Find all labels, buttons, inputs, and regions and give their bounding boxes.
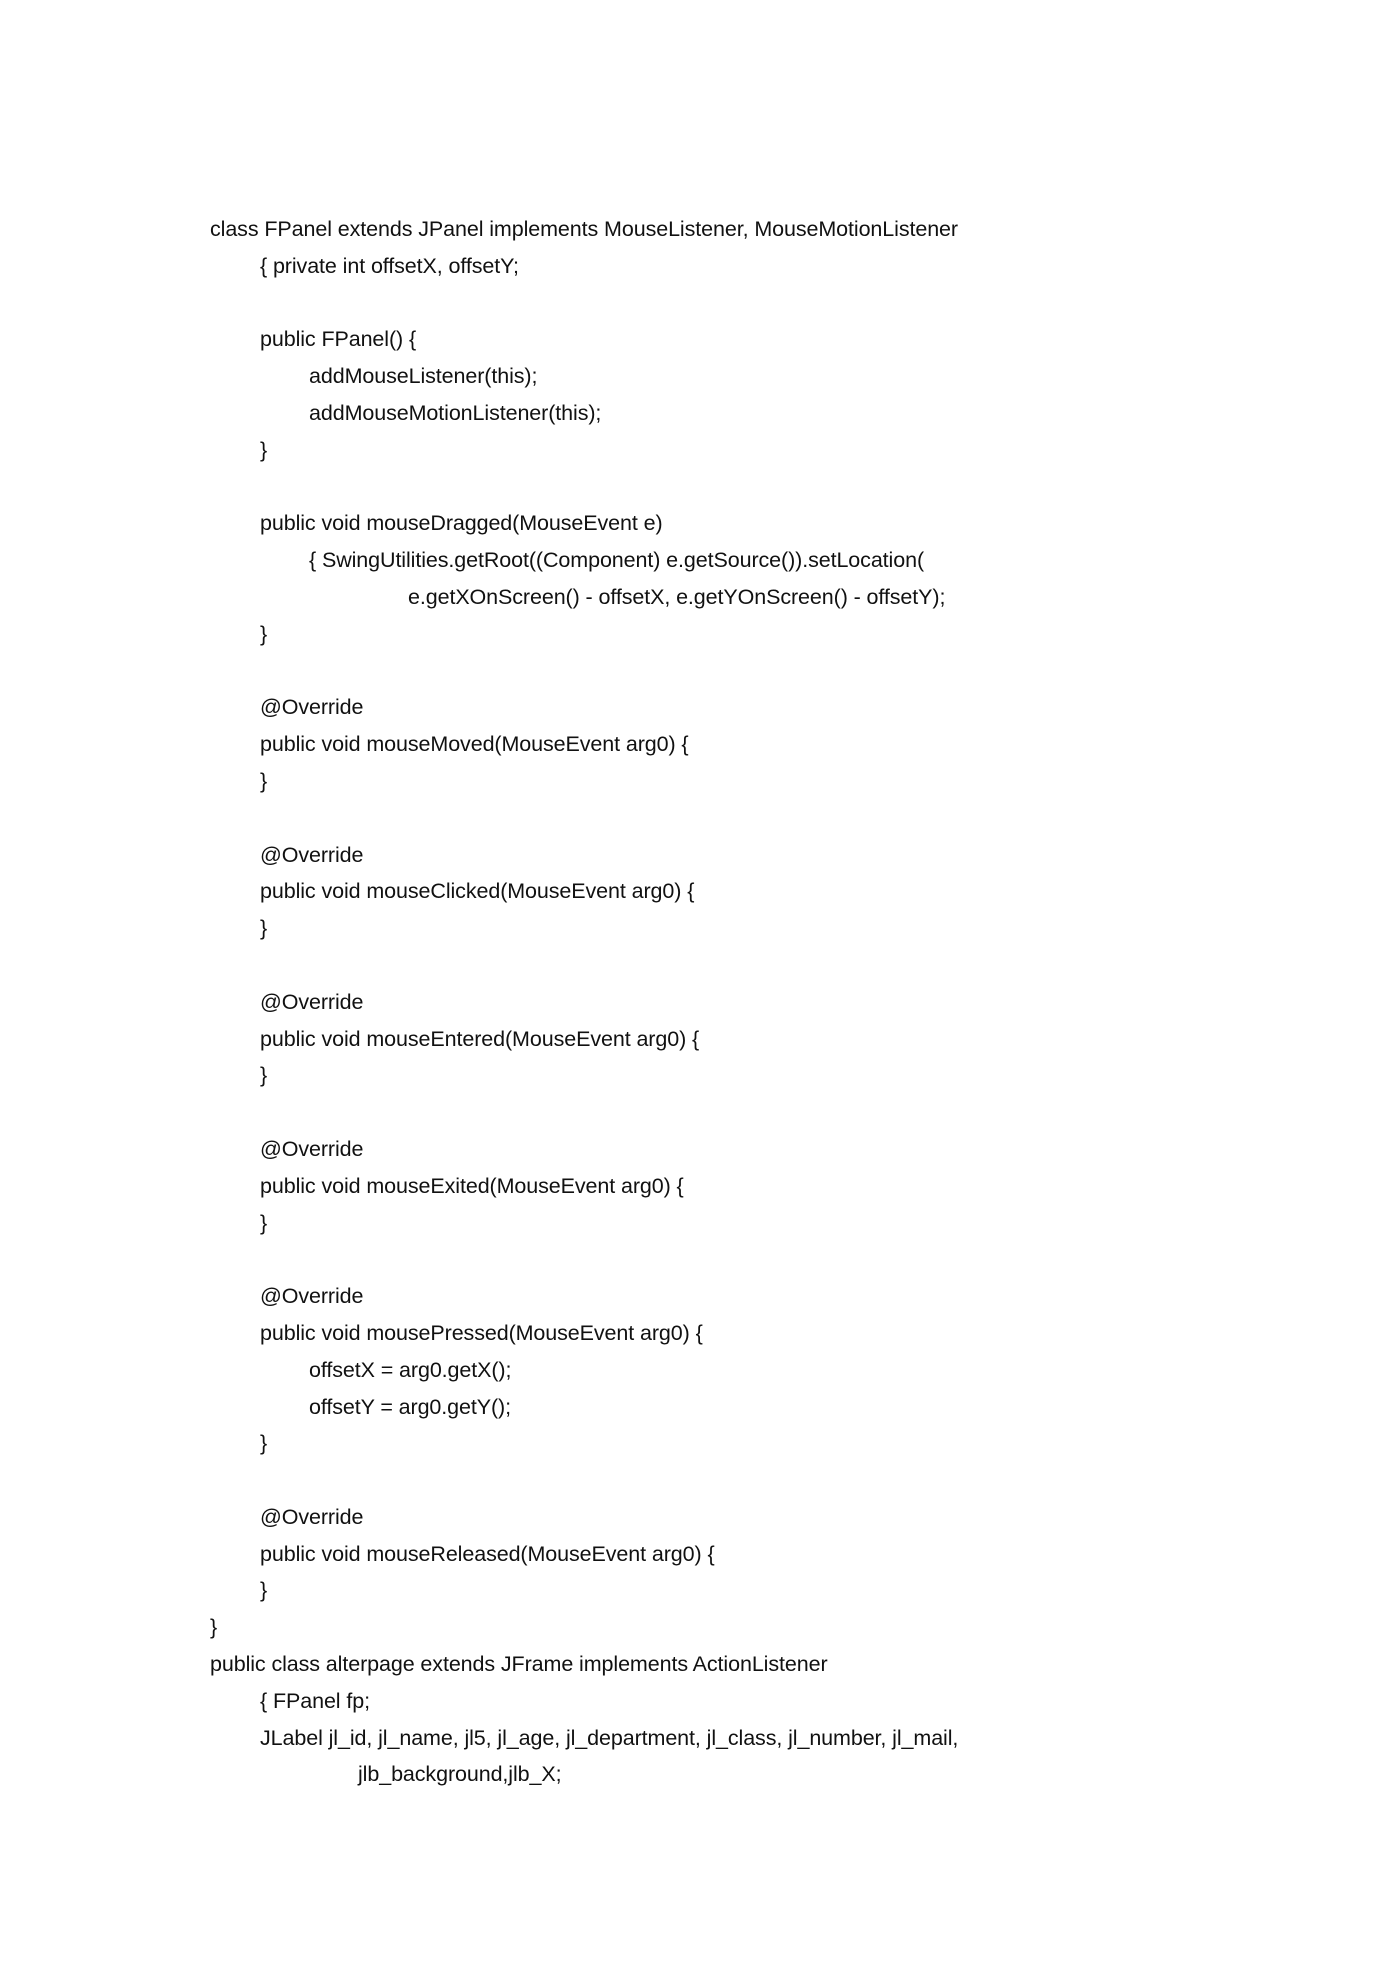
blank-line <box>210 800 1260 837</box>
code-line: } <box>260 437 268 462</box>
code-line: } <box>210 1615 218 1640</box>
code-line: public FPanel() { <box>260 327 417 352</box>
blank-line <box>210 1094 1260 1131</box>
code-line: @Override <box>260 1136 364 1161</box>
code-line: } <box>260 1578 268 1603</box>
code-block <box>210 211 1260 1793</box>
code-line: public void mousePressed(MouseEvent arg0) { <box>260 1320 703 1345</box>
code-line: @Override <box>260 1284 364 1309</box>
code-line: } <box>260 1431 268 1456</box>
blank-line <box>210 285 1260 322</box>
code-line: public void mouseMoved(MouseEvent arg0) { <box>260 732 689 757</box>
code-line: e.getXOnScreen() - offsetX, e.getYOnScreen() - offsetY); <box>408 584 946 609</box>
blank-line <box>210 653 1260 690</box>
blank-line <box>210 469 1260 506</box>
code-line: } <box>260 1210 268 1235</box>
blank-line <box>210 1241 1260 1278</box>
code-line: addMouseListener(this); <box>309 364 538 389</box>
code-line: offsetY = arg0.getY(); <box>309 1394 511 1419</box>
code-line: public void mouseEntered(MouseEvent arg0) { <box>260 1026 700 1051</box>
code-line: { SwingUtilities.getRoot((Component) e.getSource()).setLocation( <box>309 548 925 573</box>
code-line: } <box>260 916 268 941</box>
code-line: jlb_background,jlb_X; <box>358 1762 562 1787</box>
code-line: @Override <box>260 695 364 720</box>
blank-line <box>210 947 1260 984</box>
code-line: public void mouseExited(MouseEvent arg0) { <box>260 1173 684 1198</box>
code-line: JLabel jl_id, jl_name, jl5, jl_age, jl_department, jl_class, jl_number, jl_mail, <box>260 1725 959 1750</box>
code-line: { FPanel fp; <box>260 1688 370 1713</box>
code-line: @Override <box>260 842 364 867</box>
code-line: public class alterpage extends JFrame implements ActionListener <box>210 1652 828 1677</box>
code-line: offsetX = arg0.getX(); <box>309 1357 512 1382</box>
code-line: class FPanel extends JPanel implements MouseListener, MouseMotionListener <box>210 217 958 241</box>
code-line: { private int offsetX, offsetY; <box>260 253 519 278</box>
code-line: @Override <box>260 1504 364 1529</box>
code-line: } <box>260 621 268 646</box>
code-line: addMouseMotionListener(this); <box>309 400 602 425</box>
code-line: @Override <box>260 989 364 1014</box>
code-line: } <box>260 768 268 793</box>
code-line: public void mouseClicked(MouseEvent arg0) { <box>260 879 695 904</box>
code-line: public void mouseReleased(MouseEvent arg0) { <box>260 1541 715 1566</box>
code-line: } <box>260 1063 268 1088</box>
blank-line <box>210 1462 1260 1499</box>
code-line: public void mouseDragged(MouseEvent e) <box>260 511 663 536</box>
